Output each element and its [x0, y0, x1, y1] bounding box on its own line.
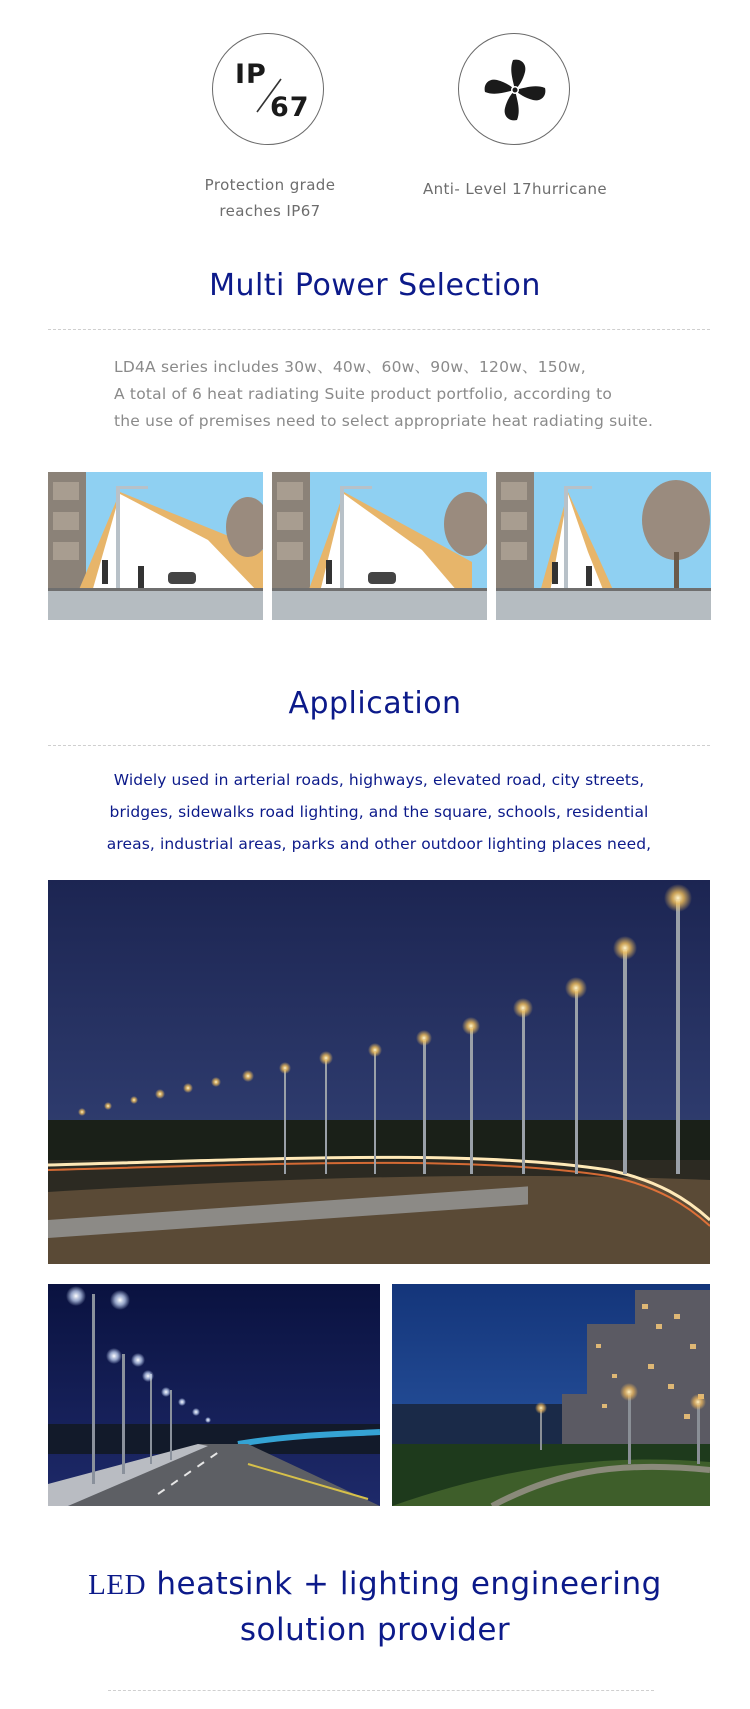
power-desc-line: A total of 6 heat radiating Suite product portfolio, according to	[114, 385, 613, 403]
power-desc-line: the use of premises need to select appropriate heat radiating suite.	[114, 412, 654, 430]
ip67-caption-line2: reaches IP67	[219, 202, 321, 220]
footer-title-line2: solution provider	[239, 1612, 511, 1648]
application-section-title: Application	[288, 686, 462, 721]
ip-badge-top: IP	[235, 59, 267, 90]
power-section-title: Multi Power Selection	[209, 268, 541, 303]
power-description	[114, 354, 714, 435]
street-lighting-illustration-medium	[272, 472, 487, 620]
footer-title	[0, 1562, 750, 1653]
ip-badge-bottom: 67	[270, 92, 310, 123]
application-desc-line: areas, industrial areas, parks and other outdoor lighting places need,	[106, 835, 652, 853]
hurricane-caption: Anti- Level 17hurricane	[422, 180, 608, 198]
highway-night-photo	[48, 880, 710, 1264]
footer-title-led: LED	[88, 1569, 147, 1601]
street-lighting-illustration-narrow	[496, 472, 711, 620]
street-lighting-illustration-wide	[48, 472, 263, 620]
ip67-caption	[170, 172, 370, 224]
power-desc-line: LD4A series includes 30w、40w、60w、90w、120w、150w,	[114, 358, 586, 376]
footer-divider	[108, 1690, 654, 1691]
application-desc-line: bridges, sidewalks road lighting, and the square, schools, residential	[109, 803, 649, 821]
ip67-slash	[213, 34, 325, 146]
footer-title-rest: heatsink + lighting engineering	[146, 1566, 662, 1602]
ip67-caption-line1: Protection grade	[204, 176, 336, 194]
fan-icon	[458, 33, 570, 145]
application-desc-line: Widely used in arterial roads, highways, elevated road, city streets,	[113, 771, 645, 789]
application-description	[48, 764, 710, 860]
footer-title-line1	[0, 1562, 750, 1608]
power-divider	[48, 329, 710, 330]
ip67-icon	[212, 33, 324, 145]
residential-night-photo	[392, 1284, 710, 1506]
application-divider	[48, 745, 710, 746]
fan-blades-icon	[459, 34, 571, 146]
road-night-photo	[48, 1284, 380, 1506]
